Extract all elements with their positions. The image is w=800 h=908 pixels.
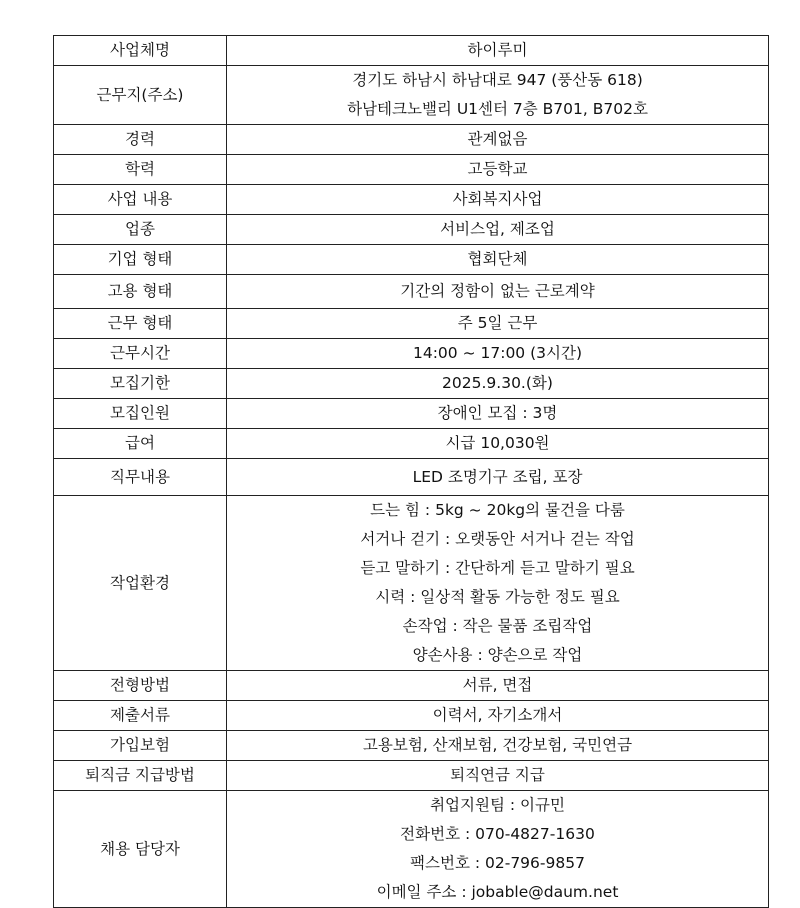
table-row [54,791,769,908]
row-label-selection: 전형방법 [54,671,227,701]
table-row [54,399,769,429]
row-value-severance: 퇴직연금 지급 [227,761,769,791]
environment-line: 서거나 걷기 : 오랫동안 서거나 걷는 작업 [360,530,635,548]
contact-line: 전화번호 : 070-4827-1630 [400,825,595,843]
row-label-duties: 직무내용 [54,459,227,496]
row-label-contact: 채용 담당자 [54,791,227,908]
row-label-salary: 급여 [54,429,227,459]
row-value-salary: 시급 10,030원 [227,429,769,459]
row-value-headcount: 장애인 모집 : 3명 [227,399,769,429]
row-value-education: 고등학교 [227,155,769,185]
job-posting-table [53,35,769,908]
row-value-duties: LED 조명기구 조립, 포장 [227,459,769,496]
table-row [54,339,769,369]
row-label-documents: 제출서류 [54,701,227,731]
row-label-insurance: 가입보험 [54,731,227,761]
workplace-line: 경기도 하남시 하남대로 947 (풍산동 618) [352,71,643,89]
row-value-documents: 이력서, 자기소개서 [227,701,769,731]
row-label-industry: 업종 [54,215,227,245]
table-row [54,309,769,339]
table-row [54,671,769,701]
row-label-severance: 퇴직금 지급방법 [54,761,227,791]
table-row [54,369,769,399]
row-label-business: 사업 내용 [54,185,227,215]
row-value-workplace [227,66,769,125]
row-label-deadline: 모집기한 [54,369,227,399]
row-value-hours: 14:00 ~ 17:00 (3시간) [227,339,769,369]
row-value-employment: 기간의 정함이 없는 근로계약 [227,275,769,309]
row-value-company-type: 협회단체 [227,245,769,275]
contact-line: 취업지원팀 : 이규민 [430,796,565,814]
row-label-company: 사업체명 [54,36,227,66]
row-value-experience: 관계없음 [227,125,769,155]
row-value-company: 하이루미 [227,36,769,66]
environment-line: 듣고 말하기 : 간단하게 듣고 말하기 필요 [360,559,635,577]
row-value-work-type: 주 5일 근무 [227,309,769,339]
row-value-industry: 서비스업, 제조업 [227,215,769,245]
environment-line: 시력 : 일상적 활동 가능한 정도 필요 [375,588,620,606]
row-label-work-type: 근무 형태 [54,309,227,339]
table-row [54,36,769,66]
environment-line: 손작업 : 작은 물품 조립작업 [402,617,593,635]
row-label-headcount: 모집인원 [54,399,227,429]
table-row [54,701,769,731]
table-row [54,185,769,215]
row-value-business: 사회복지사업 [227,185,769,215]
row-label-hours: 근무시간 [54,339,227,369]
table-row [54,125,769,155]
row-value-selection: 서류, 면접 [227,671,769,701]
table-row [54,731,769,761]
row-value-insurance: 고용보험, 산재보험, 건강보험, 국민연금 [227,731,769,761]
row-value-deadline: 2025.9.30.(화) [227,369,769,399]
row-value-contact [227,791,769,908]
row-label-company-type: 기업 형태 [54,245,227,275]
row-label-experience: 경력 [54,125,227,155]
contact-line: 팩스번호 : 02-796-9857 [410,854,585,872]
table-row [54,155,769,185]
row-label-workplace: 근무지(주소) [54,66,227,125]
table-row [54,275,769,309]
table-row [54,215,769,245]
table-row [54,496,769,671]
environment-line: 드는 힘 : 5kg ~ 20kg의 물건을 다룸 [370,501,625,519]
table-row [54,245,769,275]
table-row [54,429,769,459]
table-row [54,761,769,791]
workplace-line: 하남테크노밸리 U1센터 7층 B701, B702호 [347,100,648,118]
contact-line: 이메일 주소 : jobable@daum.net [376,883,619,901]
table-row [54,459,769,496]
table-row [54,66,769,125]
row-label-education: 학력 [54,155,227,185]
row-label-employment: 고용 형태 [54,275,227,309]
row-value-environment [227,496,769,671]
environment-line: 양손사용 : 양손으로 작업 [412,646,583,664]
row-label-environment: 작업환경 [54,496,227,671]
